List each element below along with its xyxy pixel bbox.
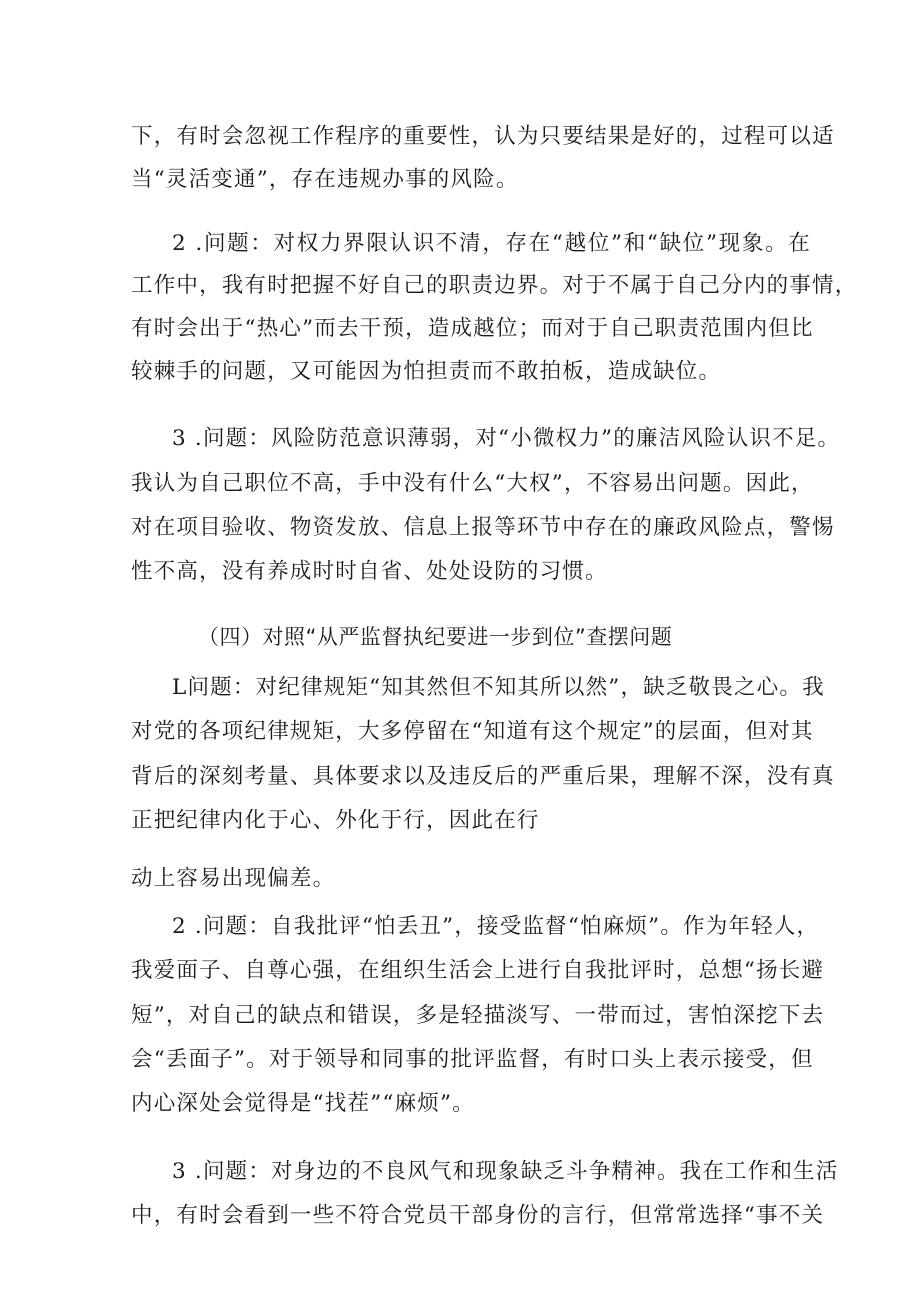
paragraph-line: 我爱面子、自尊心强，在组织生活会上进行自我批评时，总想“扬长避 [131, 958, 825, 983]
paragraph-line: 对在项目验收、物资发放、信息上报等环节中存在的廉政风险点，警惕 [131, 515, 835, 540]
paragraph-line: 对党的各项纪律规矩，大多停留在“知道有这个规定”的层面，但对其 [131, 719, 814, 744]
paragraph-line: 中，有时会看到一些不符合党员干部身份的言行，但常常选择“事不关 [131, 1203, 825, 1228]
paragraph-line: 下，有时会忽视工作程序的重要性，认为只要结果是好的，过程可以适 [131, 124, 835, 149]
paragraph-line: 性不高，没有养成时时自省、处处设防的习惯。 [131, 559, 608, 584]
paragraph-line: 短”，对自己的缺点和错误，多是轻描淡写、一带而过，害怕深挖下去 [131, 1003, 825, 1028]
paragraph-line: 有时会出于“热心”而去干预，造成越位；而对于自己职责范围内但比 [131, 316, 814, 341]
paragraph-line: 正把纪律内化于心、外化于行，因此在行 [131, 808, 540, 833]
paragraph-line: 3 .问题：风险防范意识薄弱，对“小微权力”的廉洁风险认识不足。 [172, 426, 841, 451]
paragraph-line: 会“丢面子”。对于领导和同事的批评监督，有时口头上表示接受，但 [131, 1047, 814, 1072]
paragraph-line: L问题：对纪律规矩“知其然但不知其所以然”，缺乏敬畏之心。我 [172, 675, 825, 700]
paragraph-line: 当“灵活变通”，存在违规办事的风险。 [131, 167, 519, 192]
paragraph-line: 3 .问题：对身边的不良风气和现象缺乏斗争精神。我在工作和生活 [172, 1159, 839, 1184]
paragraph-line: 内心深处会觉得是“找茬”“麻烦”。 [131, 1091, 475, 1116]
paragraph-line: 2 .问题：自我批评“怕丢丑”，接受监督“怕麻烦”。作为年轻人， [172, 914, 820, 939]
paragraph-line: 动上容易出现偏差。 [131, 866, 336, 891]
paragraph-line: 工作中，我有时把握不好自己的职责边界。对于不属于自己分内的事情， [131, 273, 858, 298]
paragraph-line: 较棘手的问题，又可能因为怕担责而不敢拍板，造成缺位。 [131, 359, 722, 384]
section-heading: （四）对照“从严监督执纪要进一步到位”查摆问题 [198, 625, 673, 649]
paragraph-line: 2 .问题：对权力界限认识不清，存在“越位”和“缺位”现象。在 [172, 231, 811, 256]
paragraph-line: 背后的深刻考量、具体要求以及违反后的严重后果，理解不深，没有真 [131, 764, 835, 789]
paragraph-line: 我认为自己职位不高，手中没有什么“大权”，不容易出问题。因此， [131, 471, 814, 496]
